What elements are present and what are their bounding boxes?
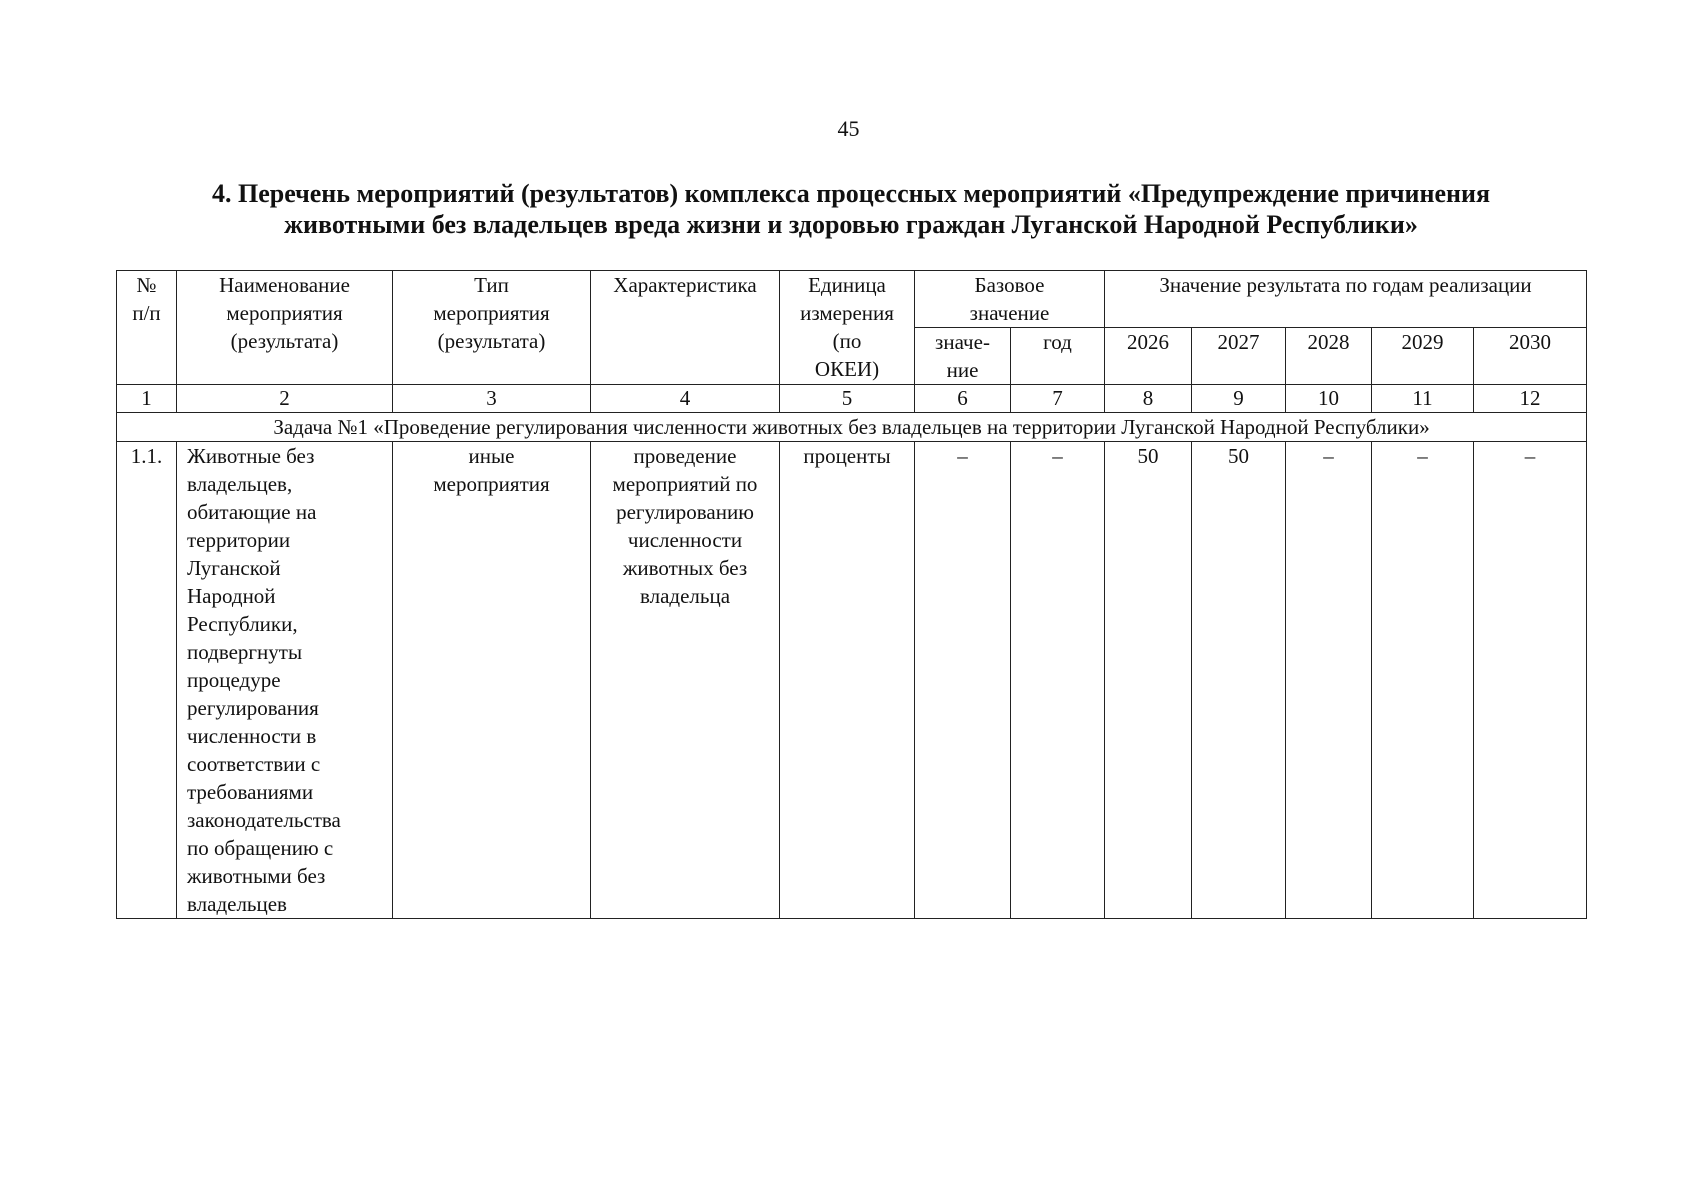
header-base-year: год	[1011, 328, 1105, 385]
header-year-2027: 2027	[1192, 328, 1286, 385]
row-base-year: –	[1011, 442, 1105, 919]
column-number: 1	[117, 385, 177, 413]
row-characteristic: проведение мероприятий по регулированию численности животных без владельца	[591, 442, 780, 919]
column-number: 6	[915, 385, 1011, 413]
page-number: 45	[837, 116, 860, 141]
row-value-2030: –	[1474, 442, 1587, 919]
task-row	[117, 413, 1587, 442]
header-characteristic: Характеристика	[591, 271, 780, 385]
header-year-2029: 2029	[1372, 328, 1474, 385]
page-title	[116, 178, 1586, 240]
row-type: иные мероприятия	[393, 442, 591, 919]
column-number: 3	[393, 385, 591, 413]
column-number: 9	[1192, 385, 1286, 413]
header-base: Базовое значение	[915, 271, 1105, 328]
header-name: Наименование мероприятия (результата)	[177, 271, 393, 385]
header-unit: Единица измерения (по ОКЕИ)	[780, 271, 915, 385]
row-value-2027: 50	[1192, 442, 1286, 919]
column-number: 10	[1286, 385, 1372, 413]
header-year-2026: 2026	[1105, 328, 1192, 385]
column-number: 11	[1372, 385, 1474, 413]
column-number: 4	[591, 385, 780, 413]
header-year-2030: 2030	[1474, 328, 1587, 385]
column-number: 7	[1011, 385, 1105, 413]
column-number: 8	[1105, 385, 1192, 413]
row-value-2028: –	[1286, 442, 1372, 919]
activities-table	[116, 270, 1587, 919]
row-value-2029: –	[1372, 442, 1474, 919]
table-row	[117, 442, 1587, 919]
column-number: 5	[780, 385, 915, 413]
header-row-1	[117, 271, 1587, 328]
row-num: 1.1.	[117, 442, 177, 919]
row-value-2026: 50	[1105, 442, 1192, 919]
task-title: Задача №1 «Проведение регулирования численности животных без владельцев на территории Луганской Народной Республики»	[117, 413, 1587, 442]
column-number-row	[117, 385, 1587, 413]
column-number: 2	[177, 385, 393, 413]
title-line-1: 4. Перечень мероприятий (результатов) комплекса процессных мероприятий «Предупреждение причинения	[211, 179, 1491, 208]
title-line-2: животными без владельцев вреда жизни и здоровью граждан Луганской Народной Республики»	[284, 210, 1418, 239]
header-base-value: значе- ние	[915, 328, 1011, 385]
row-unit: проценты	[780, 442, 915, 919]
column-number: 12	[1474, 385, 1587, 413]
header-type: Тип мероприятия (результата)	[393, 271, 591, 385]
header-result-values: Значение результата по годам реализации	[1105, 271, 1587, 328]
header-year-2028: 2028	[1286, 328, 1372, 385]
row-base-value: –	[915, 442, 1011, 919]
header-num: № п/п	[117, 271, 177, 385]
row-name: Животные без владельцев, обитающие на территории Луганской Народной Республики, подвергнуты процедуре регулирования численности в соответствии с требованиями законодательства по обращению с животными без владельцев	[177, 442, 393, 919]
